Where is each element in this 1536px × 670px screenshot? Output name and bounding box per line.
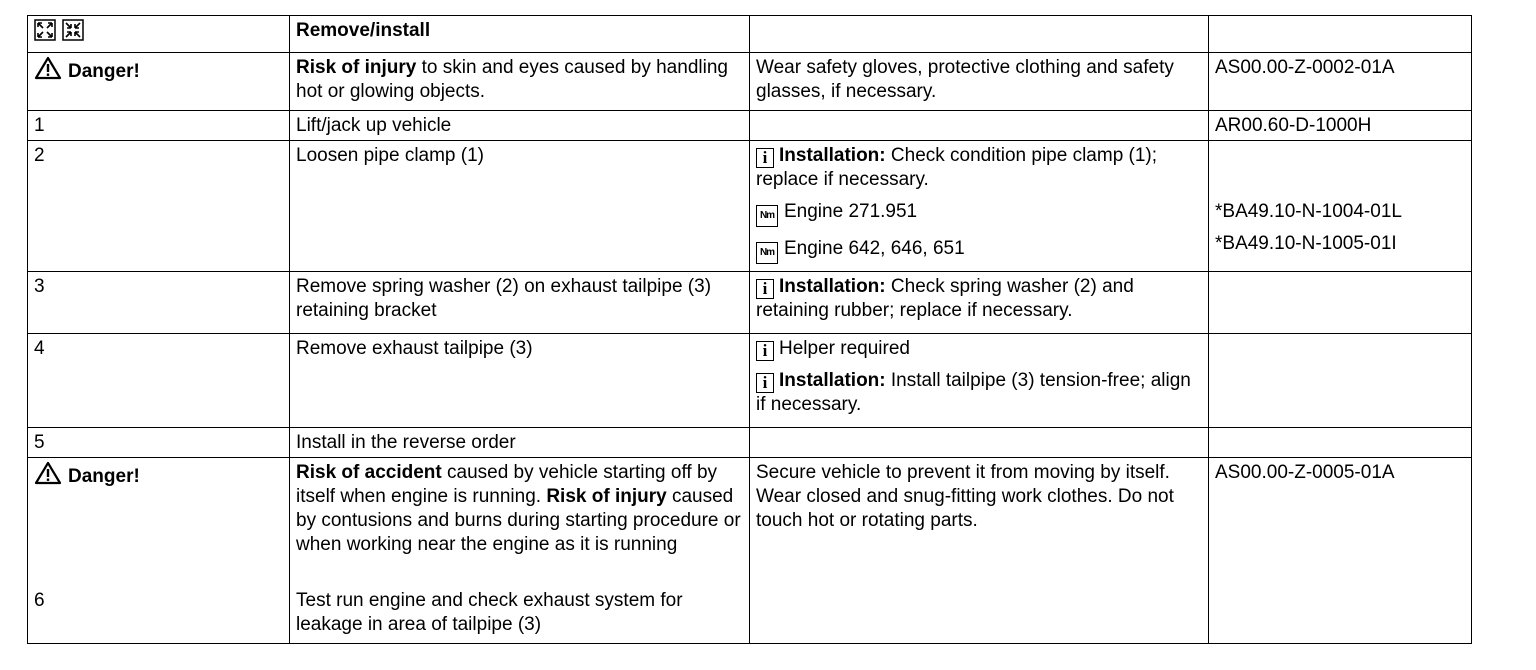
- step-text: Install in the reverse order: [290, 428, 750, 458]
- step-notes: i Installation: Check spring washer (2) and retaining rubber; replace if necessary.: [750, 272, 1209, 334]
- step-notes: [750, 334, 1209, 428]
- header-title: Remove/install: [290, 16, 750, 53]
- step-number: 4: [28, 334, 290, 428]
- step-ref-link[interactable]: AR00.60-D-1000H: [1209, 111, 1472, 141]
- torque-ref-link-1[interactable]: *BA49.10-N-1004-01L: [1215, 201, 1402, 222]
- danger-label-cell: [28, 53, 290, 111]
- risk-heading: Risk of injury: [546, 486, 667, 507]
- step-text: Remove exhaust tailpipe (3): [290, 334, 750, 428]
- step-row-3: [28, 272, 1472, 334]
- helper-note: i Helper required: [756, 337, 1202, 361]
- installation-note: i Installation: Check condition pipe clamp (1); replace if necessary.: [756, 145, 1158, 190]
- info-icon: i: [756, 279, 774, 299]
- step-row-4: [28, 334, 1472, 428]
- step-number: 6: [34, 590, 45, 611]
- danger-label: Danger!: [68, 466, 140, 487]
- step-number: 3: [28, 272, 290, 334]
- danger-row-1: [28, 53, 1472, 111]
- expand-icon[interactable]: [34, 19, 56, 41]
- step-row-2: [28, 141, 1472, 272]
- header-icons-cell: [28, 16, 290, 53]
- info-icon: i: [756, 373, 774, 393]
- header-empty-4: [1209, 16, 1472, 53]
- warning-triangle-icon: [34, 461, 62, 485]
- danger-row-2: [28, 458, 1472, 644]
- danger-risk-cell: [290, 53, 750, 111]
- info-icon: i: [756, 148, 774, 168]
- danger-measure: Secure vehicle to prevent it from moving by itself. Wear closed and snug-fitting work clothes. Do not touch hot or rotating parts.: [750, 458, 1209, 644]
- danger-label-cell: [28, 458, 290, 644]
- step-row-1: [28, 111, 1472, 141]
- step-ref-empty: [1209, 272, 1472, 334]
- step-text: Loosen pipe clamp (1): [290, 141, 750, 272]
- step-notes: [750, 141, 1209, 272]
- step-text: Test run engine and check exhaust system for leakage in area of tailpipe (3): [296, 590, 683, 635]
- step-number: 2: [28, 141, 290, 272]
- step-ref-empty: [1209, 428, 1472, 458]
- warning-triangle-icon: [34, 56, 62, 80]
- danger-risk-cell: Risk of accident caused by vehicle starting off by itself when engine is running. Risk of injury caused by contusions and burns during starting procedure or when working near the engine as it is running Test run engine and check exhaust system for leakage in area of tailpipe (3): [290, 458, 750, 644]
- step-row-5: [28, 428, 1472, 458]
- step-number: 1: [28, 111, 290, 141]
- step-text: Lift/jack up vehicle: [290, 111, 750, 141]
- step-number: 5: [28, 428, 290, 458]
- torque-icon: Nm: [756, 242, 778, 264]
- collapse-icon[interactable]: [62, 19, 84, 41]
- torque-note-1: Nm Engine 271.951: [756, 200, 1202, 227]
- danger-measure: Wear safety gloves, protective clothing and safety glasses, if necessary.: [750, 53, 1209, 111]
- risk-text: to skin and eyes caused by handling hot or glowing objects.: [296, 57, 728, 102]
- torque-ref-link-2[interactable]: *BA49.10-N-1005-01I: [1215, 233, 1397, 254]
- step-note-empty: [750, 428, 1209, 458]
- step-ref-empty: [1209, 334, 1472, 428]
- risk-heading: Risk of injury: [296, 57, 417, 78]
- risk-heading: Risk of accident: [296, 462, 442, 483]
- danger-label: Danger!: [68, 61, 140, 82]
- danger-ref-link[interactable]: AS00.00-Z-0005-01A: [1209, 458, 1472, 644]
- step-text: Remove spring washer (2) on exhaust tailpipe (3) retaining bracket: [290, 272, 750, 334]
- procedure-table: [27, 15, 1472, 644]
- step-refs: [1209, 141, 1472, 272]
- torque-note-2: Nm Engine 642, 646, 651: [756, 237, 1202, 264]
- installation-note: i Installation: Install tailpipe (3) tension-free; align if necessary.: [756, 370, 1191, 415]
- step-note-empty: [750, 111, 1209, 141]
- torque-icon: Nm: [756, 205, 778, 227]
- header-row: [28, 16, 1472, 53]
- info-icon: i: [756, 341, 774, 361]
- header-empty-3: [750, 16, 1209, 53]
- danger-ref-link[interactable]: AS00.00-Z-0002-01A: [1209, 53, 1472, 111]
